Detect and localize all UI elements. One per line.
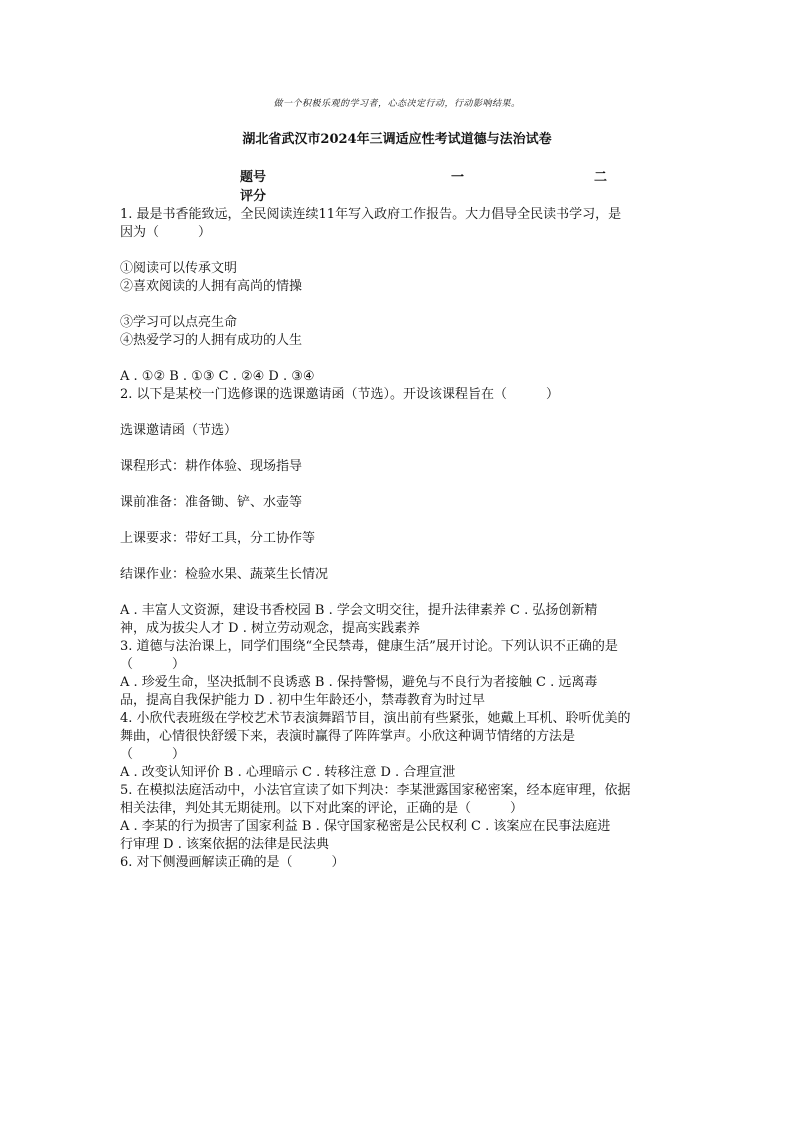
text-line: A . 珍爱生命，坚决抵制不良诱惑 B . 保持警惕，避免与不良行为者接触 C . 远离毒	[120, 675, 598, 690]
text-line: 课程形式：耕作体验、现场指导	[120, 459, 303, 474]
text-line: ④热爱学习的人拥有成功的人生	[120, 333, 303, 348]
score-header-part-2: 二	[594, 170, 608, 185]
text-line: （ ）	[120, 747, 186, 762]
page-title: 湖北省武汉市2024年三调适应性考试道德与法治试卷	[242, 132, 552, 147]
text-line: 选课邀请函（节选）	[120, 423, 238, 438]
text-line: 品，提高自我保护能力 D . 初中生年龄还小，禁毒教育为时过早	[120, 693, 485, 708]
text-line: 6. 对下侧漫画解读正确的是（ ）	[120, 855, 345, 870]
text-line: ②喜欢阅读的人拥有高尚的情操	[120, 279, 303, 294]
blank-line	[120, 512, 672, 530]
text-line: 2. 以下是某校一门选修课的选课邀请函（节选）。开设该课程旨在（ ）	[120, 387, 560, 402]
text-line: ①阅读可以传承文明	[120, 261, 238, 276]
text-line: 5. 在模拟法庭活动中，小法官宣读了如下判决：李某泄露国家秘密案，经本庭审理，依据	[120, 783, 631, 798]
score-row-label: 评分	[240, 189, 267, 204]
blank-line	[120, 548, 672, 566]
blank-line	[120, 440, 672, 458]
text-line: ③学习可以点亮生命	[120, 315, 238, 330]
score-table	[240, 166, 620, 204]
motto: 做一个积极乐观的学习者，心态决定行动，行动影响结果。	[273, 99, 521, 109]
text-line: 3. 道德与法治课上，同学们围绕“全民禁毒，健康生活”展开讨论。下列认识不正确的是	[120, 639, 618, 654]
text-line: 4. 小欣代表班级在学校艺术节表演舞蹈节目，演出前有些紧张，她戴上耳机、聆听优美的	[120, 711, 631, 726]
blank-line	[120, 584, 672, 602]
text-line: 上课要求：带好工具，分工协作等	[120, 531, 316, 546]
text-line: 舞曲，心情很快舒缓下来，表演时赢得了阵阵掌声。小欣这种调节情绪的方法是	[120, 729, 576, 744]
score-header-part-1: 一	[451, 170, 465, 185]
text-line: A . ①② B . ①③ C . ②④ D . ③④	[120, 369, 315, 384]
blank-line	[120, 242, 672, 260]
text-line: 课前准备：准备锄、铲、水壶等	[120, 495, 303, 510]
text-line: 神，成为拔尖人才 D . 树立劳动观念，提高实践素养	[120, 621, 420, 636]
text-line: （ ）	[120, 657, 186, 672]
text-line: A . 李某的行为损害了国家利益 B . 保守国家秘密是公民权利 C . 该案应在民事法庭进	[120, 819, 611, 834]
blank-line	[120, 296, 672, 314]
text-line: 1. 最是书香能致远，全民阅读连续11年写入政府工作报告。大力倡导全民读书学习，是	[120, 207, 622, 222]
score-table-score-row	[240, 185, 620, 204]
text-line: 行审理 D . 该案依据的法律是民法典	[120, 837, 329, 852]
text-line: A . 改变认知评价 B . 心理暗示 C . 转移注意 D . 合理宣泄	[120, 765, 456, 780]
text-line: 相关法律，判处其无期徒刑。以下对此案的评论，正确的是（ ）	[120, 801, 524, 816]
text-line: A . 丰富人文资源，建设书香校园 B . 学会文明交往，提升法律素养 C . 弘扬创新精	[120, 603, 598, 618]
text-line: 因为（ ）	[120, 225, 212, 240]
text-line: 结课作业：检验水果、蔬菜生长情况	[120, 567, 329, 582]
score-header-item-no: 题号	[240, 170, 267, 185]
blank-line	[120, 350, 672, 368]
blank-line	[120, 404, 672, 422]
blank-line	[120, 476, 672, 494]
score-table-header	[240, 166, 620, 185]
question-body	[120, 206, 672, 872]
